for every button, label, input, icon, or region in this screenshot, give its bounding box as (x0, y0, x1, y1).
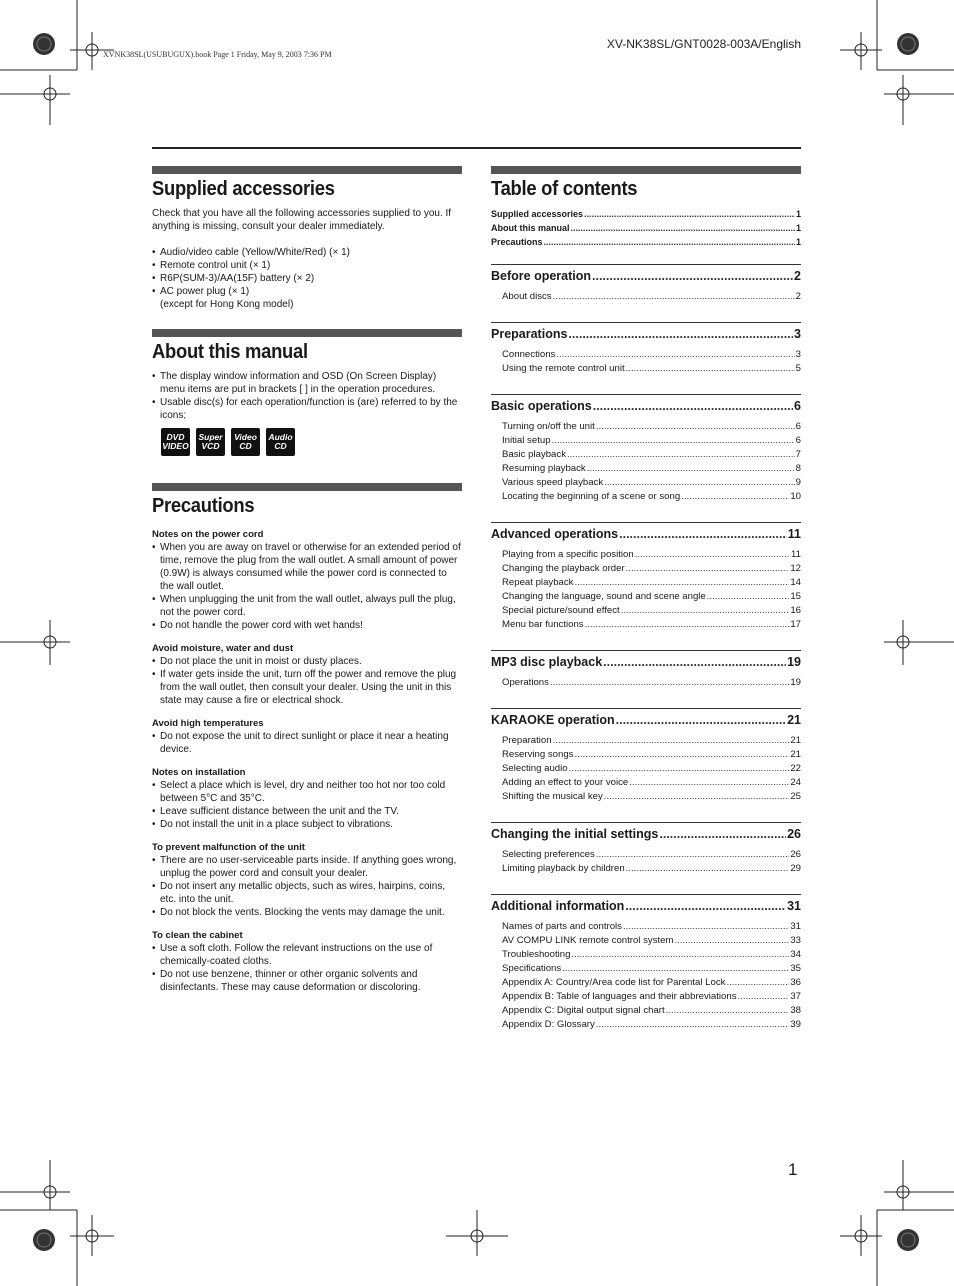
list-item: • When you are away on travel or otherwise for an extended period of time, remove the plug from the wall outlet. A small amount of power (0.9W) is always consumed while the power cord is connected to the wall outlet. (152, 541, 462, 593)
toc-group-heading: Preparations ..... 3 (491, 326, 801, 342)
precautions-section (152, 483, 462, 994)
toc-group-heading: Basic operations ..... 6 (491, 398, 801, 414)
list-item: • Do not place the unit in moist or dusty places. (152, 655, 462, 668)
toc-entry: Basic playback ..... 7 (502, 448, 801, 462)
toc-title: Table of contents (491, 178, 638, 200)
precautions-body (152, 528, 462, 994)
left-column (152, 166, 462, 994)
toc-group-before-operation (491, 264, 801, 304)
toc-group-mp3 (491, 650, 801, 690)
toc-entry: Resuming playback ..... 8 (502, 462, 801, 476)
section-bar (152, 483, 462, 491)
toc-entry: Selecting preferences ..... 26 (502, 848, 801, 862)
toc-group-heading: Before operation ..... 2 (491, 268, 801, 284)
section-bar (491, 166, 801, 174)
list-item: • Leave sufficient distance between the unit and the TV. (152, 805, 462, 818)
list-item-note: (except for Hong Kong model) (160, 299, 294, 310)
toc-entry: Reserving songs ..... 21 (502, 748, 801, 762)
page-number: 1 (788, 1160, 798, 1179)
precaution-heading: To prevent malfunction of the unit (152, 842, 305, 853)
list-item: • Do not handle the power cord with wet hands! (152, 619, 462, 632)
supplied-accessories-title: Supplied accessories (152, 178, 335, 200)
toc-entry: Initial setup ..... 6 (502, 434, 801, 448)
toc-entry: Various speed playback ..... 9 (502, 476, 801, 490)
list-item: • Select a place which is level, dry and neither too hot nor too cold between 5°C and 35°C. (152, 779, 462, 805)
list-item: • There are no user-serviceable parts inside. If anything goes wrong, unplug the power cord and consult your dealer. (152, 854, 462, 880)
section-bar (152, 329, 462, 337)
toc-group-advanced-operations (491, 522, 801, 632)
toc-entry: Menu bar functions ..... 17 (502, 618, 801, 632)
toc-entry: About this manual ..... 1 (491, 221, 801, 235)
toc-group-additional-information (491, 894, 801, 1032)
toc-entry: Turning on/off the unit ..... 6 (502, 420, 801, 434)
toc-entry: Special picture/sound effect ..... 16 (502, 604, 801, 618)
toc-entry: Selecting audio ..... 22 (502, 762, 801, 776)
supplied-accessories-intro: Check that you have all the following accessories supplied to you. If anything is missing, consult your dealer immediately. (152, 208, 452, 232)
toc-entry: Changing the language, sound and scene angle ..... 15 (502, 590, 801, 604)
precaution-heading: To clean the cabinet (152, 930, 243, 941)
precaution-heading: Notes on installation (152, 767, 246, 778)
list-item: • Use a soft cloth. Follow the relevant instructions on the use of chemically-coated cloths. (152, 942, 462, 968)
top-rule (152, 147, 801, 149)
toc-top-entries (491, 207, 801, 249)
toc-entry: Locating the beginning of a scene or song ..... 10 (502, 490, 801, 504)
precaution-heading: Avoid high temperatures (152, 718, 264, 729)
video-cd-icon: Video CD (231, 428, 260, 456)
toc-entry: Troubleshooting ..... 34 (502, 948, 801, 962)
precautions-title: Precautions (152, 495, 255, 517)
toc-group-heading: KARAOKE operation ..... 21 (491, 712, 801, 728)
list-item: • Do not insert any metallic objects, such as wires, hairpins, coins, etc. into the unit. (152, 880, 462, 906)
document-code: XV-NK38SL/GNT0028-003A/English (606, 37, 801, 51)
list-item: • The display window information and OSD (On Screen Display) menu items are put in brackets [ ] in the operation procedures. (152, 370, 462, 396)
precaution-heading: Avoid moisture, water and dust (152, 643, 294, 654)
list-item: • Do not expose the unit to direct sunlight or place it near a heating device. (152, 730, 462, 756)
about-manual-list (152, 370, 462, 422)
toc-entry: Operations ..... 19 (502, 676, 801, 690)
toc-entry: About discs ..... 2 (502, 290, 801, 304)
precaution-heading: Notes on the power cord (152, 529, 264, 540)
toc-entry: Repeat playback ..... 14 (502, 576, 801, 590)
toc-entry: Adding an effect to your voice ..... 24 (502, 776, 801, 790)
accessory-list (152, 246, 462, 311)
toc-entry: Connections ..... 3 (502, 348, 801, 362)
toc-entry: Shifting the musical key ..... 25 (502, 790, 801, 804)
toc-entry: Appendix A: Country/Area code list for Parental Lock ..... 36 (502, 976, 801, 990)
toc-group-heading: Advanced operations ..... 11 (491, 526, 801, 542)
supplied-accessories-section (152, 166, 462, 311)
toc-entry: Names of parts and controls ..... 31 (502, 920, 801, 934)
toc-entry: Using the remote control unit ..... 5 (502, 362, 801, 376)
section-bar (152, 166, 462, 174)
toc-group-heading: MP3 disc playback ..... 19 (491, 654, 801, 670)
about-manual-section (152, 329, 462, 456)
toc-entry: AV COMPU LINK remote control system ..... 33 (502, 934, 801, 948)
toc-entry: Appendix B: Table of languages and their abbreviations ..... 37 (502, 990, 801, 1004)
table-of-contents (491, 166, 801, 1032)
toc-group-heading: Changing the initial settings ..... 26 (491, 826, 801, 842)
list-item: • AC power plug (× 1) (152, 285, 462, 298)
toc-entry: Preparation ..... 21 (502, 734, 801, 748)
toc-entry: Limiting playback by children ..... 29 (502, 862, 801, 876)
list-item: • Do not install the unit in a place subject to vibrations. (152, 818, 462, 831)
toc-entry: Appendix D: Glossary ..... 39 (502, 1018, 801, 1032)
toc-entry: Precautions ..... 1 (491, 235, 801, 249)
toc-entry: Appendix C: Digital output signal chart ..... 38 (502, 1004, 801, 1018)
list-item: • Do not block the vents. Blocking the vents may damage the unit. (152, 906, 462, 919)
toc-entry: Supplied accessories ..... 1 (491, 207, 801, 221)
disc-icons (152, 428, 462, 456)
toc-entry: Playing from a specific position ..... 11 (502, 548, 801, 562)
toc-group-preparations (491, 322, 801, 376)
list-item: • Do not use benzene, thinner or other organic solvents and disinfectants. These may cause deformation or discoloring. (152, 968, 462, 994)
list-item: • Usable disc(s) for each operation/function is (are) referred to by the icons; (152, 396, 462, 422)
toc-group-initial-settings (491, 822, 801, 876)
toc-group-basic-operations (491, 394, 801, 504)
dvd-video-icon: DVD VIDEO (161, 428, 190, 456)
toc-group-karaoke (491, 708, 801, 804)
list-item: • When unplugging the unit from the wall outlet, always pull the plug, not the power cord. (152, 593, 462, 619)
toc-entry: Changing the playback order ..... 12 (502, 562, 801, 576)
toc-group-heading: Additional information ..... 31 (491, 898, 801, 914)
list-item: • If water gets inside the unit, turn off the power and remove the plug from the wall outlet, then consult your dealer. Using the unit in this state may cause a fire or electrical shock. (152, 668, 462, 707)
list-item: • Audio/video cable (Yellow/White/Red) (× 1) (152, 246, 462, 259)
toc-entry: Specifications ..... 35 (502, 962, 801, 976)
list-item: • R6P(SUM-3)/AA(15F) battery (× 2) (152, 272, 462, 285)
audio-cd-icon: Audio CD (266, 428, 295, 456)
list-item: • Remote control unit (× 1) (152, 259, 462, 272)
super-vcd-icon: Super VCD (196, 428, 225, 456)
book-file-line: XVNK38SL(USUBUGUX).book Page 1 Friday, May 9, 2003 7:36 PM (103, 50, 332, 59)
about-manual-title: About this manual (152, 341, 308, 363)
